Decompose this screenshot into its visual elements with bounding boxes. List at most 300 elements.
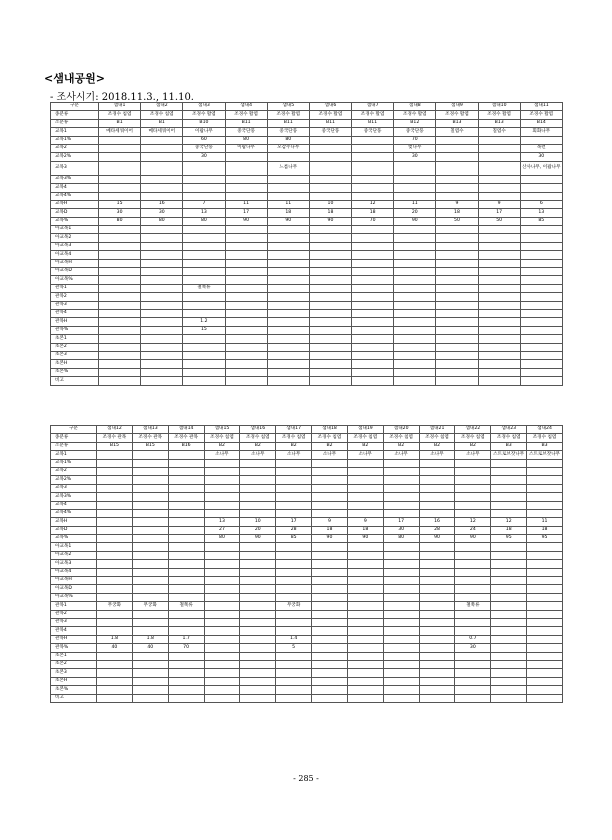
data-cell [309,175,351,183]
data-cell [394,284,436,292]
data-cell [436,377,478,385]
data-cell [225,377,267,385]
data-cell: 18 [352,209,394,217]
data-cell [455,677,491,685]
data-cell [141,360,183,368]
data-cell [455,467,491,475]
header-cell: 샘내13 [132,426,168,434]
table-row [51,459,563,467]
data-cell [132,535,168,543]
data-cell [267,318,309,326]
data-cell [419,677,455,685]
header-cell: 샘내3 [183,103,225,111]
row-label-cell: 교목D [51,526,97,534]
data-cell [478,301,520,309]
data-cell [141,377,183,385]
table-header-row [51,103,563,111]
data-cell [436,318,478,326]
data-cell [347,501,383,509]
header-cell: 샘내10 [478,103,520,111]
data-cell: 18 [491,526,527,534]
data-cell: 95 [527,535,563,543]
data-cell [347,686,383,694]
data-cell: 16 [141,200,183,208]
data-cell [99,377,141,385]
data-cell [419,652,455,660]
data-cell [225,259,267,267]
data-cell [168,501,204,509]
data-cell [225,192,267,200]
data-cell [383,602,419,610]
data-cell [132,568,168,576]
table-row [51,234,563,242]
data-cell [168,577,204,585]
row-label-cell: 교목2% [51,476,97,484]
row-label-cell: 아교목D [51,268,99,276]
data-cell: 28 [276,526,312,534]
data-cell: 무궁화 [132,602,168,610]
data-cell [347,577,383,585]
data-cell: 소나무 [347,451,383,459]
data-cell [394,377,436,385]
data-cell [99,268,141,276]
data-cell [352,268,394,276]
header-cell: 샘내24 [527,426,563,434]
data-cell [225,293,267,301]
data-cell [455,669,491,677]
header-cell: 샘내12 [97,426,133,434]
data-cell [309,318,351,326]
data-cell [309,377,351,385]
data-cell: 중국단풍 [309,128,351,136]
row-label-cell: 아교목2 [51,234,99,242]
data-cell: 중국단풍 [394,128,436,136]
table-row [51,144,563,152]
data-cell [383,618,419,626]
data-cell [352,335,394,343]
data-cell [383,677,419,685]
data-cell [520,318,562,326]
data-cell: 소나무 [240,451,276,459]
data-cell [97,618,133,626]
data-cell: 회화나무 [520,128,562,136]
data-cell: 무궁화 [97,602,133,610]
data-cell [225,184,267,192]
data-cell [309,268,351,276]
header-cell: 샘내1 [99,103,141,111]
data-cell [309,184,351,192]
table-row [51,686,563,694]
data-cell [168,467,204,475]
data-cell [352,192,394,200]
data-cell [97,686,133,694]
row-label-cell: 초본H [51,677,97,685]
row-label-cell: 소분류 [51,442,97,450]
table-row [51,377,563,385]
data-cell [183,301,225,309]
data-cell [436,284,478,292]
data-cell [225,301,267,309]
data-cell [491,635,527,643]
data-cell [267,351,309,359]
data-cell [352,301,394,309]
data-cell [276,551,312,559]
data-cell: 24 [455,526,491,534]
data-cell: 조경수 활엽 [225,111,267,119]
data-cell [225,318,267,326]
data-cell: 17 [276,518,312,526]
data-cell [99,192,141,200]
data-cell [383,669,419,677]
data-cell: B2 [419,442,455,450]
data-cell [204,652,240,660]
data-cell [419,686,455,694]
data-cell: 90 [347,535,383,543]
data-cell [276,627,312,635]
data-cell [455,585,491,593]
data-cell [383,652,419,660]
data-cell [97,610,133,618]
data-cell [312,585,348,593]
data-cell [141,318,183,326]
data-cell [520,293,562,301]
data-cell: 80 [204,535,240,543]
data-cell [527,618,563,626]
data-cell [478,318,520,326]
data-cell [455,543,491,551]
row-label-cell: 교목% [51,535,97,543]
data-cell [97,518,133,526]
data-cell: 조경수 활엽 [309,111,351,119]
data-cell [436,301,478,309]
data-cell: 50 [478,217,520,225]
data-cell [419,635,455,643]
data-cell [436,144,478,152]
data-cell: 30 [520,153,562,161]
data-cell [312,660,348,668]
data-cell [347,635,383,643]
data-cell: 조경수 침엽 [491,434,527,442]
data-cell [436,293,478,301]
data-cell [419,501,455,509]
data-cell [352,309,394,317]
row-label-cell: 교목4 [51,184,99,192]
row-label-cell: 초본3 [51,669,97,677]
data-cell [204,551,240,559]
data-cell [352,251,394,259]
row-label-cell: 관목3 [51,618,97,626]
data-cell: 80 [225,136,267,144]
data-cell [141,326,183,334]
header-cell: 샘내9 [436,103,478,111]
data-cell [394,251,436,259]
data-cell [478,335,520,343]
data-cell [312,476,348,484]
data-cell [97,593,133,601]
data-cell [436,136,478,144]
data-cell: B3 [527,442,563,450]
data-cell [491,652,527,660]
data-cell [141,175,183,183]
data-cell [97,652,133,660]
data-cell: B2 [455,442,491,450]
row-label-cell: 관목H [51,635,97,643]
row-label-cell: 교목2% [51,153,99,161]
data-cell [309,161,351,175]
data-cell: 70 [394,136,436,144]
data-cell [491,585,527,593]
data-cell [312,459,348,467]
data-cell [168,652,204,660]
data-cell [436,368,478,376]
data-cell [383,484,419,492]
table-row [51,136,563,144]
page-heading: <샘내공원> [44,72,105,85]
data-cell [99,309,141,317]
data-cell: 70 [352,217,394,225]
data-cell [267,377,309,385]
data-cell [132,467,168,475]
data-cell: 1.2 [183,318,225,326]
data-cell [312,493,348,501]
data-cell [347,618,383,626]
data-cell [394,368,436,376]
data-cell [204,627,240,635]
data-cell: 90 [419,535,455,543]
data-cell [491,669,527,677]
data-cell [383,627,419,635]
data-cell [309,242,351,250]
table-row [51,518,563,526]
data-cell: 80 [141,217,183,225]
data-cell [491,551,527,559]
data-cell [97,526,133,534]
data-cell: 18 [309,209,351,217]
row-label-cell: 초본H [51,360,99,368]
data-cell [276,467,312,475]
data-cell [383,509,419,517]
data-cell [240,560,276,568]
data-cell [99,293,141,301]
data-cell [312,484,348,492]
data-cell [312,627,348,635]
data-cell [168,686,204,694]
header-cell: 샘내11 [520,103,562,111]
data-cell [240,686,276,694]
data-cell [183,368,225,376]
data-cell: 10 [240,518,276,526]
row-label-cell: 아교목H [51,259,99,267]
data-cell [478,234,520,242]
data-cell [520,276,562,284]
data-cell [99,161,141,175]
table-row [51,259,563,267]
data-cell [267,242,309,250]
data-cell [347,560,383,568]
data-cell: 90 [267,217,309,225]
data-cell [527,585,563,593]
data-cell: 30 [455,644,491,652]
data-cell [491,484,527,492]
data-cell [141,144,183,152]
data-cell [527,577,563,585]
data-cell [309,335,351,343]
header-cell: 샘내23 [491,426,527,434]
row-label-cell: 교목H [51,200,99,208]
data-cell [132,551,168,559]
data-cell [141,136,183,144]
header-cell: 샘내5 [267,103,309,111]
data-cell [168,459,204,467]
data-cell [267,184,309,192]
data-cell [267,268,309,276]
data-cell [276,694,312,702]
data-cell [520,351,562,359]
data-cell [347,467,383,475]
data-cell [141,226,183,234]
data-cell: B2 [204,442,240,450]
table-row [51,343,563,351]
data-cell [267,293,309,301]
data-cell [352,184,394,192]
data-cell [491,509,527,517]
table-row [51,326,563,334]
data-cell [141,284,183,292]
data-cell [204,585,240,593]
data-cell [478,184,520,192]
data-cell [527,501,563,509]
data-cell: B12 [394,119,436,127]
data-cell [419,669,455,677]
data-cell [347,459,383,467]
data-cell [312,669,348,677]
data-cell [527,493,563,501]
data-cell [99,360,141,368]
table-row [51,644,563,652]
data-cell [204,644,240,652]
data-cell [436,192,478,200]
data-cell: 30 [394,153,436,161]
row-label-cell: 교목3% [51,175,99,183]
table-row [51,128,563,136]
row-label-cell: 아교목3 [51,242,99,250]
table-row [51,560,563,568]
table-row [51,602,563,610]
data-cell [168,535,204,543]
data-cell [309,251,351,259]
data-cell [99,318,141,326]
data-cell: 50 [436,217,478,225]
row-label-cell: 관목% [51,644,97,652]
data-cell [204,635,240,643]
data-cell [168,568,204,576]
row-label-cell: 관목1 [51,602,97,610]
data-cell [132,610,168,618]
data-cell [267,226,309,234]
data-cell [478,259,520,267]
row-label-cell: 초본% [51,686,97,694]
data-cell [168,543,204,551]
data-cell [520,284,562,292]
table-row [51,284,563,292]
data-cell [394,343,436,351]
table-row [51,577,563,585]
data-cell [352,377,394,385]
data-cell [527,669,563,677]
data-cell: 모감주나무 [267,144,309,152]
data-cell [225,335,267,343]
table-row [51,309,563,317]
data-cell: 조경수 침엽 [455,434,491,442]
data-cell [419,618,455,626]
data-cell: 느릅나무 [267,161,309,175]
data-cell [276,501,312,509]
data-cell [168,518,204,526]
data-cell [99,343,141,351]
data-cell [276,459,312,467]
data-cell [478,251,520,259]
table-row [51,335,563,343]
data-cell [132,669,168,677]
data-cell [240,467,276,475]
data-cell [132,560,168,568]
data-cell [276,560,312,568]
table-row [51,242,563,250]
row-label-cell: 관목H [51,318,99,326]
data-cell [394,234,436,242]
data-cell [204,610,240,618]
data-cell [183,226,225,234]
data-cell [99,175,141,183]
data-cell [491,694,527,702]
data-cell: 40 [132,644,168,652]
data-cell [394,161,436,175]
data-cell [491,627,527,635]
data-cell [312,509,348,517]
data-cell: B2 [312,442,348,450]
data-cell [276,585,312,593]
data-cell: 중국단풍 [352,128,394,136]
data-cell [132,459,168,467]
data-cell: 조경수 활엽 [183,111,225,119]
data-cell [204,484,240,492]
data-cell [183,161,225,175]
row-label-cell: 교목3% [51,493,97,501]
data-cell: 80 [99,217,141,225]
data-cell: 칠엽수 [436,128,478,136]
data-cell [276,568,312,576]
data-cell: 90 [240,535,276,543]
data-cell [347,652,383,660]
table-row [51,585,563,593]
data-cell [168,610,204,618]
header-cell: 샘내21 [419,426,455,434]
data-cell [419,476,455,484]
data-cell: 27 [204,526,240,534]
data-cell [240,459,276,467]
data-cell [276,618,312,626]
data-cell [312,593,348,601]
data-cell [141,351,183,359]
row-label-cell: 초본1 [51,335,99,343]
data-cell [225,351,267,359]
data-cell [240,669,276,677]
data-cell: 조경수 활엽 [520,111,562,119]
table-row [51,526,563,534]
row-label-cell: 아교목4 [51,568,97,576]
data-cell [276,577,312,585]
data-cell [225,161,267,175]
